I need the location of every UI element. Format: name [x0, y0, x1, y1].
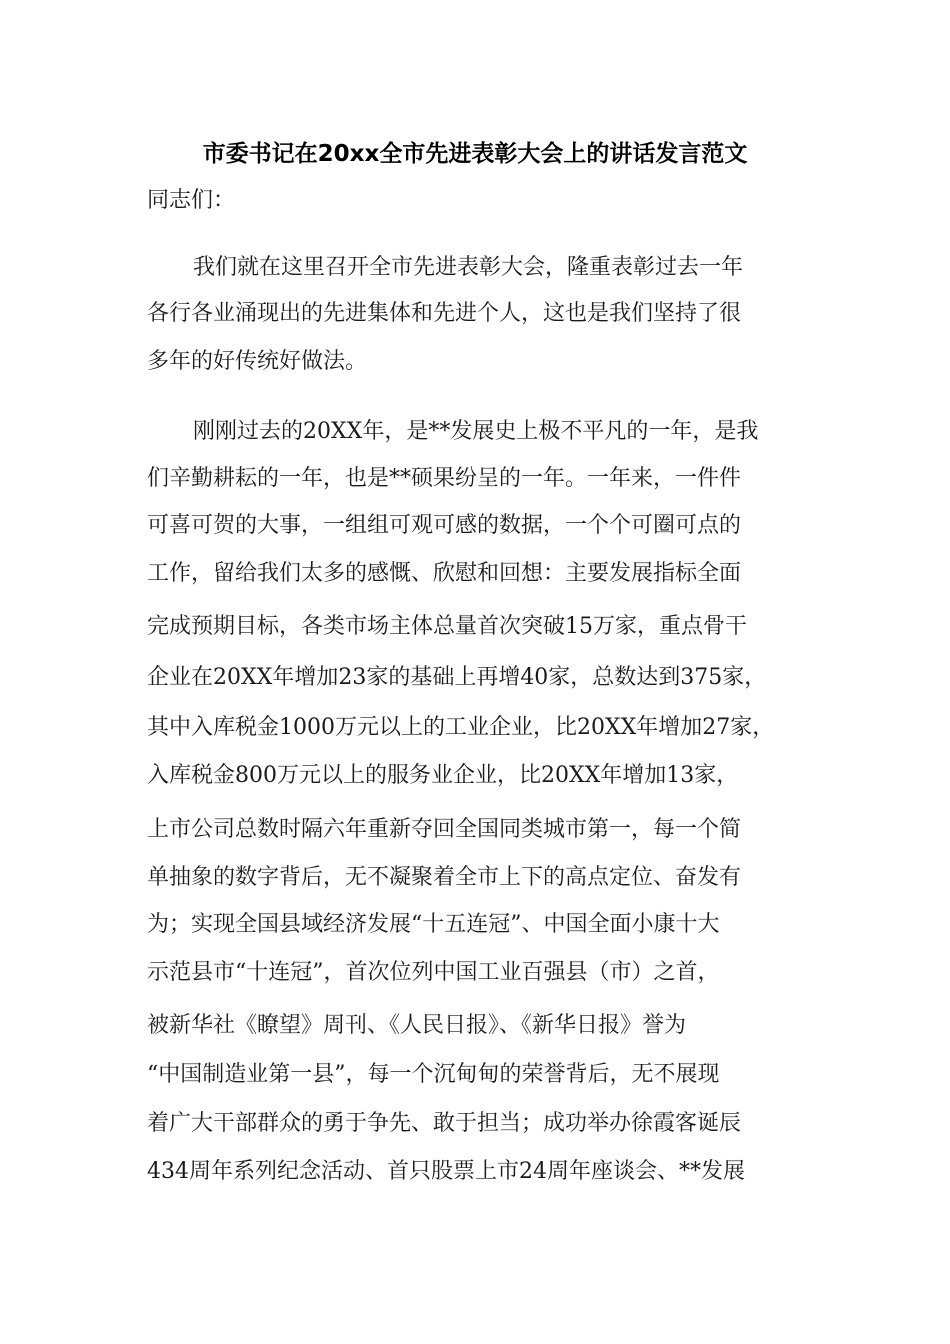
paragraph-2-line: 完成预期目标，各类市场主体总量首次突破15万家，重点骨干	[147, 614, 747, 639]
paragraph-2-line: 入库税金800万元以上的服务业企业，比20XX年增加13家，	[147, 763, 739, 788]
paragraph-2-line: 单抽象的数字背后，无不凝聚着全市上下的高点定位、奋发有	[147, 865, 742, 890]
paragraph-1-line: 多年的好传统好做法。	[147, 349, 368, 374]
paragraph-2-line: 企业在20XX年增加23家的基础上再增40家，总数达到375家，	[147, 665, 767, 690]
paragraph-2-line: 示范县市“十连冠”，首次位列中国工业百强县（市）之首，	[147, 960, 720, 985]
document-title: 市委书记在20xx全市先进表彰大会上的讲话发言范文	[202, 141, 748, 167]
paragraph-2-line: 为；实现全国县域经济发展“十五连冠”、中国全面小康十大	[147, 912, 720, 937]
paragraph-2-line: 434周年系列纪念活动、首只股票上市24周年座谈会、**发展	[147, 1159, 745, 1184]
paragraph-1-line: 各行各业涌现出的先进集体和先进个人，这也是我们坚持了很	[147, 301, 742, 326]
paragraph-2-line: 刚刚过去的20XX年，是**发展史上极不平凡的一年，是我	[193, 419, 759, 444]
paragraph-2-line: 被新华社《瞭望》周刊、《人民日报》、《新华日报》誉为	[147, 1013, 687, 1038]
paragraph-2-line: 工作，留给我们太多的感慨、欣慰和回想：主要发展指标全面	[147, 561, 742, 586]
paragraph-2-line: 们辛勤耕耘的一年，也是**硕果纷呈的一年。一年来，一件件	[147, 466, 742, 491]
paragraph-2-line: 上市公司总数时隔六年重新夺回全国同类城市第一，每一个简	[147, 817, 742, 842]
paragraph-2-line: “中国制造业第一县”，每一个沉甸甸的荣誉背后，无不展现	[147, 1062, 720, 1087]
paragraph-2-line: 其中入库税金1000万元以上的工业企业，比20XX年增加27家，	[147, 715, 775, 740]
paragraph-1-line: 我们就在这里召开全市先进表彰大会，隆重表彰过去一年	[193, 255, 744, 280]
paragraph-2-line: 可喜可贺的大事，一组组可观可感的数据，一个个可圈可点的	[147, 513, 742, 538]
paragraph-2-line: 着广大干部群众的勇于争先、敢于担当；成功举办徐霞客诞辰	[147, 1111, 742, 1136]
salutation: 同志们：	[147, 188, 236, 213]
